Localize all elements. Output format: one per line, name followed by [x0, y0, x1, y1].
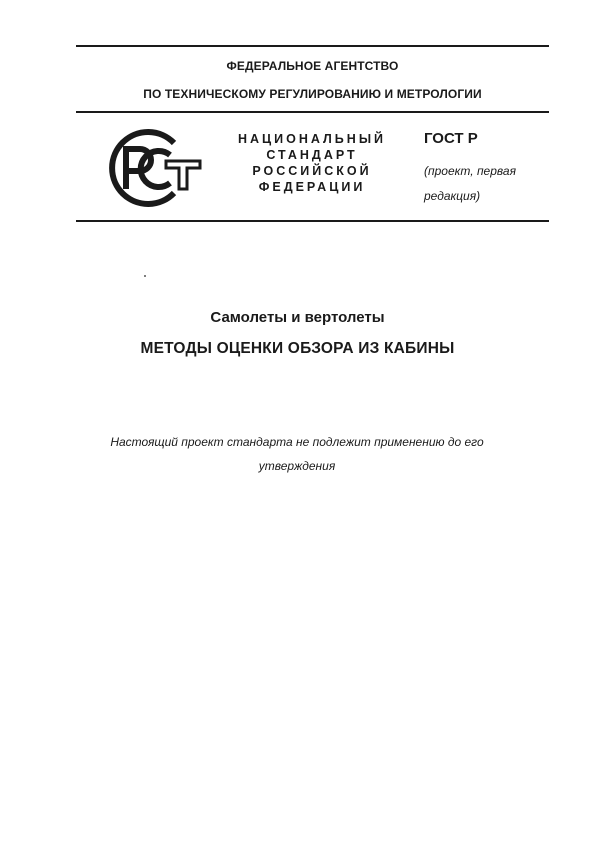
middle-rule — [76, 111, 549, 113]
document-subtitle: Самолеты и вертолеты — [210, 309, 385, 326]
agency-name-line-1: ФЕДЕРАЛЬНОЕ АГЕНТСТВО — [226, 59, 399, 73]
national-standard-line: НАЦИОНАЛЬНЫЙ — [237, 132, 387, 146]
scan-speck — [144, 275, 146, 277]
draft-notice-line-1: Настоящий проект стандарта не подлежит применению до его — [110, 435, 484, 449]
national-standard-line: ФЕДЕРАЦИИ — [258, 180, 366, 194]
top-rule — [76, 45, 549, 47]
national-standard-label — [224, 131, 400, 195]
rst-certification-mark-icon — [96, 127, 206, 209]
edition-note-line: (проект, первая — [424, 164, 516, 178]
national-standard-line: СТАНДАРТ — [266, 148, 358, 162]
bottom-rule — [76, 220, 549, 222]
national-standard-line: РОССИЙСКОЙ — [252, 164, 372, 178]
document-title: МЕТОДЫ ОЦЕНКИ ОБЗОРА ИЗ КАБИНЫ — [140, 340, 455, 357]
agency-name-line-2: ПО ТЕХНИЧЕСКОМУ РЕГУЛИРОВАНИЮ И МЕТРОЛОГИИ — [143, 87, 482, 101]
gost-label: ГОСТ Р — [424, 130, 478, 147]
edition-note-line: редакция) — [424, 189, 481, 203]
edition-note — [424, 159, 516, 209]
draft-notice-line-2: утверждения — [258, 459, 336, 473]
